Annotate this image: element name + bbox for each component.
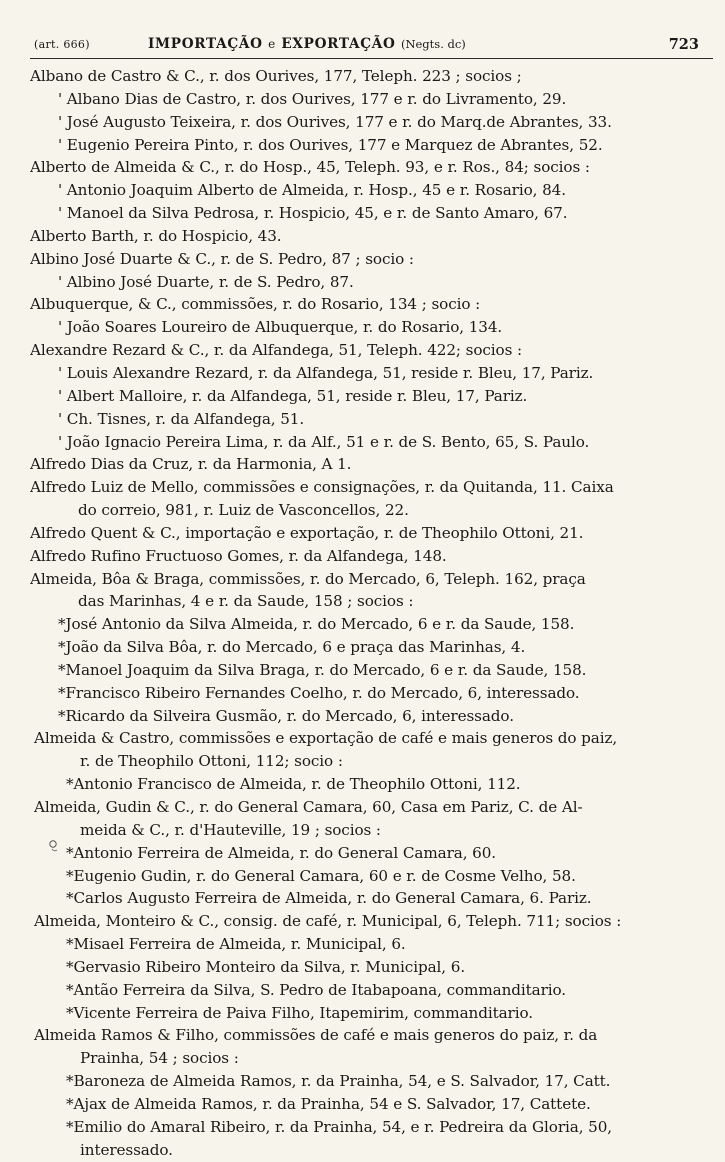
directory-line: r. de Theophilo Ottoni, 112; socio : — [80, 752, 343, 771]
directory-line: ' João Ignacio Pereira Lima, r. da Alf., 51 e r. de S. Bento, 65, S. Paulo. — [58, 432, 590, 451]
directory-line: Prainha, 54 ; socios : — [80, 1049, 239, 1068]
article-reference: (art. 666) — [34, 38, 90, 51]
directory-line: Almeida & Castro, commissões e exportação de café e mais generos do paiz, — [34, 729, 618, 748]
directory-line: ' Louis Alexandre Rezard, r. da Alfandega, 51, reside r. Bleu, 17, Pariz. — [58, 363, 594, 382]
directory-line: meida & C., r. d'Hauteville, 19 ; socios : — [80, 820, 381, 839]
directory-line: das Marinhas, 4 e r. da Saude, 158 ; socios : — [78, 592, 414, 611]
directory-line: *Ricardo da Silveira Gusmão, r. do Mercado, 6, interessado. — [58, 706, 514, 725]
directory-line: *Emilio do Amaral Ribeiro, r. da Prainha, 54, e r. Pedreira da Gloria, 50, — [66, 1117, 613, 1136]
directory-line: Albino José Duarte & C., r. de S. Pedro, 87 ; socio : — [30, 249, 414, 268]
directory-line: *Eugenio Gudin, r. do General Camara, 60 e r. de Cosme Velho, 58. — [66, 866, 576, 885]
directory-line: Alfredo Dias da Cruz, r. da Harmonia, A 1. — [30, 455, 352, 474]
directory-line: Alfredo Rufino Fructuoso Gomes, r. da Alfandega, 148. — [30, 546, 447, 565]
directory-line: *Francisco Ribeiro Fernandes Coelho, r. do Mercado, 6, interessado. — [58, 683, 580, 702]
page-header — [30, 36, 713, 59]
directory-line: ' José Augusto Teixeira, r. dos Ourives, 177 e r. do Marq.de Abrantes, 33. — [58, 112, 612, 131]
directory-line: ' Eugenio Pereira Pinto, r. dos Ourives, 177 e Marquez de Abrantes, 52. — [58, 135, 603, 154]
directory-line: *José Antonio da Silva Almeida, r. do Mercado, 6 e r. da Saude, 158. — [58, 615, 575, 634]
title-part-exportacao: EXPORTAÇÃO — [281, 36, 396, 52]
page-number: 723 — [668, 36, 699, 53]
directory-line: ' Manoel da Silva Pedrosa, r. Hospicio, 45, e r. de Santo Amaro, 67. — [58, 204, 568, 223]
directory-line: Almeida, Gudin & C., r. do General Camara, 60, Casa em Pariz, C. de Al- — [34, 798, 583, 816]
directory-line: *João da Silva Bôa, r. do Mercado, 6 e praça das Marinhas, 4. — [58, 638, 526, 657]
directory-line: ' Antonio Joaquim Alberto de Almeida, r. Hosp., 45 e r. Rosario, 84. — [58, 181, 566, 200]
directory-line: interessado. — [80, 1140, 173, 1159]
directory-line: *Antonio Francisco de Almeida, r. de Theophilo Ottoni, 112. — [66, 775, 521, 794]
directory-line: *Antão Ferreira da Silva, S. Pedro de Itabapoana, commanditario. — [66, 980, 567, 999]
ink-circle-mark — [48, 838, 62, 854]
directory-line: *Baroneza de Almeida Ramos, r. da Prainha, 54, e S. Salvador, 17, Catt. — [66, 1072, 611, 1091]
directory-entries — [30, 65, 713, 1162]
directory-line: Alexandre Rezard & C., r. da Alfandega, 51, Teleph. 422; socios : — [30, 341, 523, 360]
directory-line: ' Albano Dias de Castro, r. dos Ourives, 177 e r. do Livramento, 29. — [58, 89, 567, 108]
directory-line: do correio, 981, r. Luiz de Vasconcellos, 22. — [78, 501, 409, 520]
title-part-importacao: IMPORTAÇÃO — [148, 36, 263, 52]
directory-line: Alfredo Luiz de Mello, commissões e consignações, r. da Quitanda, 11. Caixa — [30, 478, 614, 497]
directory-line: Alfredo Quent & C., importação e exportação, r. de Theophilo Ottoni, 21. — [30, 523, 584, 542]
directory-line: Albano de Castro & C., r. dos Ourives, 177, Teleph. 223 ; socios ; — [30, 67, 522, 85]
directory-line: *Manoel Joaquim da Silva Braga, r. do Mercado, 6 e r. da Saude, 158. — [58, 660, 587, 679]
directory-line: Alberto Barth, r. do Hospicio, 43. — [30, 226, 282, 245]
directory-line: *Gervasio Ribeiro Monteiro da Silva, r. Municipal, 6. — [66, 957, 466, 976]
directory-line: Alberto de Almeida & C., r. do Hosp., 45, Teleph. 93, e r. Ros., 84; socios : — [30, 158, 590, 177]
directory-line: *Carlos Augusto Ferreira de Almeida, r. do General Camara, 6. Pariz. — [66, 889, 592, 908]
title-conjunction: e — [268, 37, 276, 51]
directory-line: *Ajax de Almeida Ramos, r. da Prainha, 54 e S. Salvador, 17, Cattete. — [66, 1094, 591, 1113]
title-suffix: (Negts. dc) — [400, 37, 466, 51]
directory-line: *Vicente Ferreira de Paiva Filho, Itapemirim, commanditario. — [66, 1003, 533, 1022]
running-title — [148, 36, 466, 52]
directory-line: Almeida, Monteiro & C., consig. de café, r. Municipal, 6, Teleph. 711; socios : — [34, 912, 622, 931]
directory-line: *Antonio Ferreira de Almeida, r. do General Camara, 60. — [66, 843, 497, 862]
directory-line: ' Ch. Tisnes, r. da Alfandega, 51. — [58, 409, 305, 428]
directory-line: Albuquerque, & C., commissões, r. do Rosario, 134 ; socio : — [30, 295, 481, 314]
directory-line: Almeida Ramos & Filho, commissões de café e mais generos do paiz, r. da — [34, 1026, 598, 1045]
directory-line: Almeida, Bôa & Braga, commissões, r. do Mercado, 6, Teleph. 162, praça — [30, 569, 586, 588]
directory-line: ' Albino José Duarte, r. de S. Pedro, 87. — [58, 272, 354, 291]
directory-line: *Misael Ferreira de Almeida, r. Municipal, 6. — [66, 935, 406, 954]
directory-line: ' Albert Malloire, r. da Alfandega, 51, reside r. Bleu, 17, Pariz. — [58, 386, 528, 405]
directory-line: ' João Soares Loureiro de Albuquerque, r. do Rosario, 134. — [58, 318, 503, 337]
